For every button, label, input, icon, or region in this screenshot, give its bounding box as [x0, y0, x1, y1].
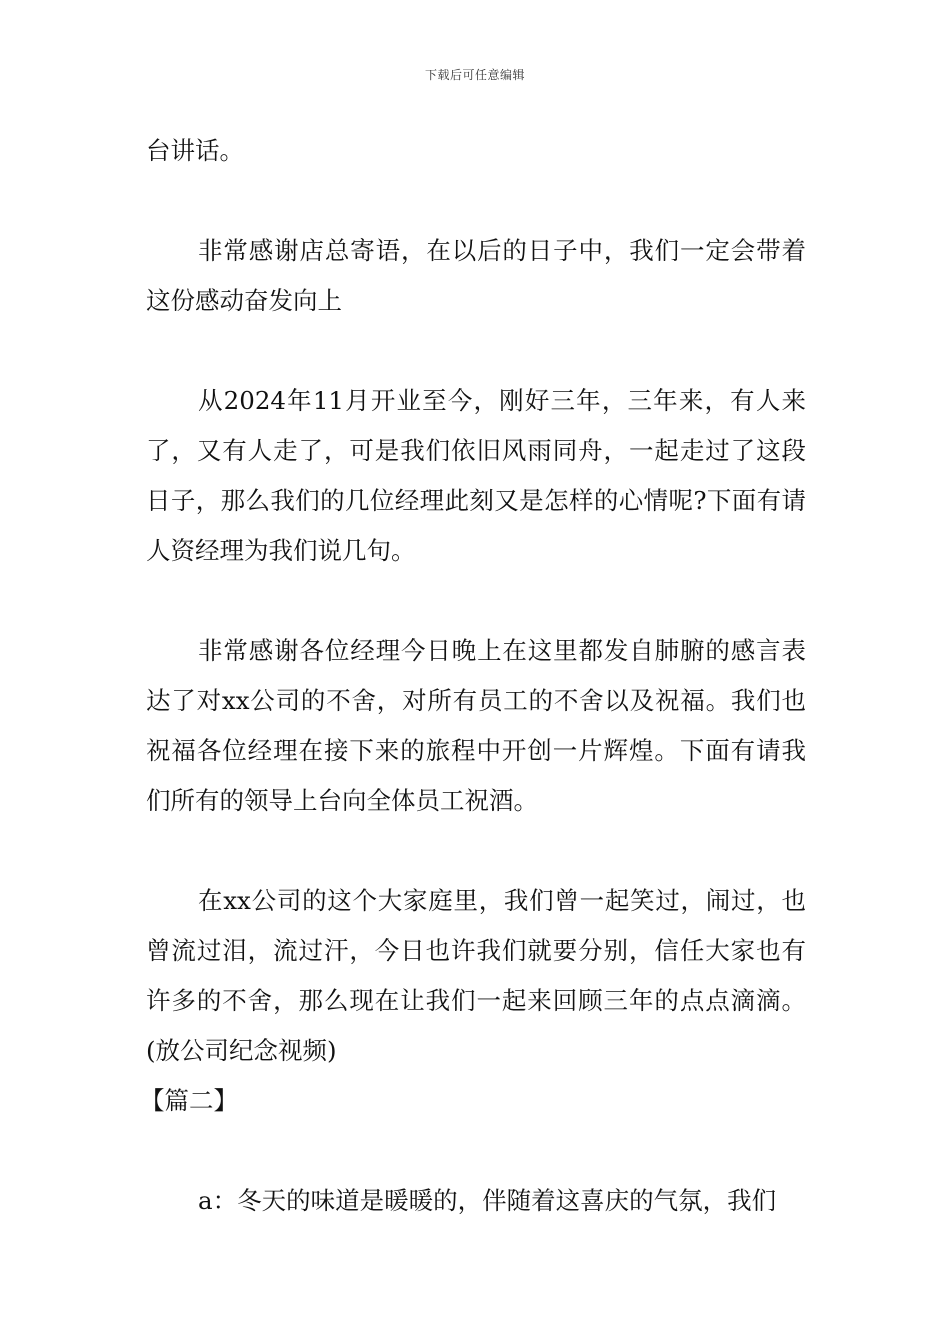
paragraph-continuation: 台讲话。 [146, 136, 244, 165]
document-body [140, 126, 806, 1226]
paragraph-gap [146, 826, 806, 876]
paragraph-gap [146, 326, 806, 376]
paragraph: 非常感谢店总寄语，在以后的日子中，我们一定会带着这份感动奋发向上 [146, 236, 806, 315]
paragraph: 非常感谢各位经理今日晚上在这里都发自肺腑的感言表达了对xx公司的不舍，对所有员工的不舍以及祝福。我们也祝福各位经理在接下来的旅程中开创一片辉煌。下面有请我们所有的领导上台向全体员工祝酒。 [146, 636, 806, 815]
section-heading: 【篇二】 [140, 1086, 238, 1115]
page-header: 下载后可任意编辑 [424, 68, 525, 82]
paragraph: a：冬天的味道是暖暖的，伴随着这喜庆的气氛，我们 [198, 1186, 777, 1215]
paragraph: 在xx公司的这个大家庭里，我们曾一起笑过，闹过，也曾流过泪，流过汗，今日也许我们就要分别，信任大家也有许多的不舍，那么现在让我们一起来回顾三年的点点滴滴。(放公司纪念视频) [146, 886, 806, 1065]
paragraph-gap [146, 576, 806, 626]
paragraph-gap [146, 1126, 806, 1176]
paragraph: 从2024年11月开业至今，刚好三年，三年来，有人来了，又有人走了，可是我们依旧风雨同舟，一起走过了这段日子，那么我们的几位经理此刻又是怎样的心情呢?下面有请人资经理为我们说几句。 [146, 386, 806, 565]
paragraph-gap [146, 176, 806, 226]
